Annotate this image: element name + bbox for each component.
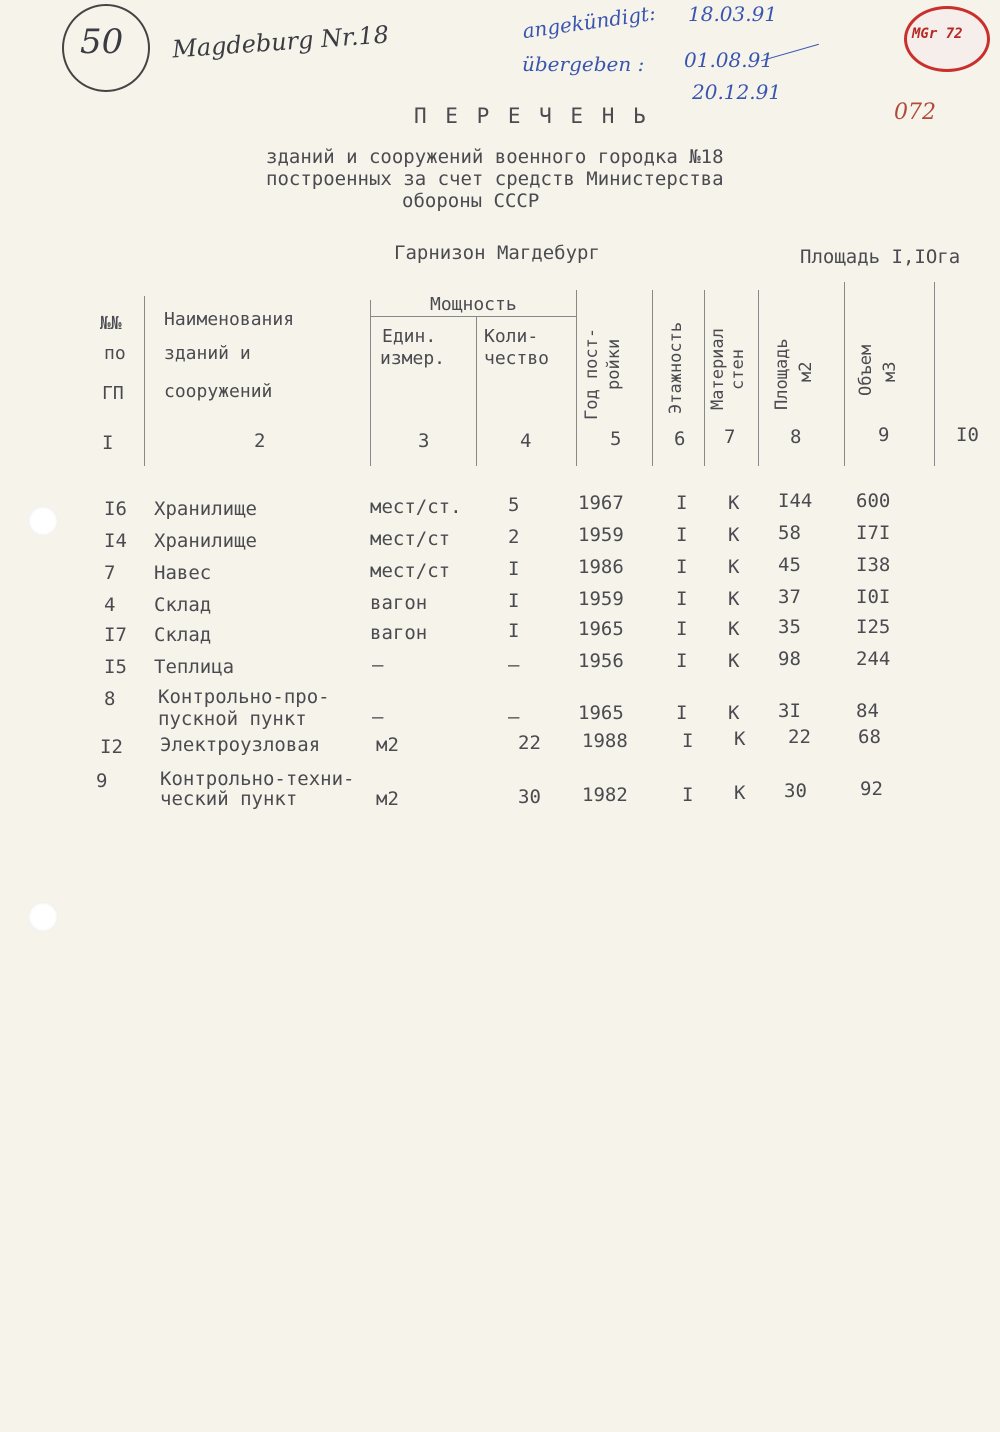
cell-name: Контрольно-про- (158, 686, 330, 708)
cell-name: Теплица (154, 656, 235, 678)
cell-material: К (728, 556, 740, 578)
cell-gp: 7 (104, 562, 116, 584)
table-divider (844, 282, 845, 466)
garrison-label: Гарнизон Магдебург (394, 242, 600, 264)
cell-volume: 68 (858, 726, 881, 748)
cell-material: К (728, 650, 740, 672)
cell-volume: I38 (856, 554, 891, 576)
cell-unit: мест/ст (370, 528, 451, 550)
cell-name: Электроузловая (160, 734, 321, 756)
cell-year: 1967 (578, 492, 624, 514)
table-divider (652, 290, 653, 466)
cell-qty: 30 (518, 786, 541, 808)
table-divider (370, 316, 576, 317)
cell-volume: I0I (856, 586, 891, 608)
cell-volume: 600 (856, 490, 891, 512)
cell-unit: – (372, 654, 384, 676)
cell-name: Контрольно-техни- (160, 768, 355, 790)
cell-area: 58 (778, 522, 801, 544)
cell-name: Склад (154, 624, 212, 646)
cell-material: К (728, 524, 740, 546)
header-col1-line3: ГП (102, 383, 124, 404)
subtitle-line-2: построенных за счет средств Министерства (266, 168, 724, 190)
column-number: 2 (254, 430, 266, 452)
header-col1-line1: №№ (100, 313, 122, 334)
cell-year: 1982 (582, 784, 628, 806)
cell-unit: м2 (376, 788, 399, 810)
cell-name: Хранилище (154, 530, 257, 552)
header-col3-line1: Един. (382, 326, 437, 347)
header-col9-line2: м3 (880, 361, 900, 382)
cell-name: Склад (154, 594, 212, 616)
cell-gp: I6 (104, 498, 127, 520)
cell-gp: 8 (104, 688, 116, 710)
header-col7-line1: Материал (708, 328, 728, 410)
header-col5-line1: Год пост- (582, 327, 602, 420)
cell-area: 37 (778, 586, 801, 608)
cell-gp: 9 (96, 770, 108, 792)
cell-qty: 5 (508, 494, 520, 516)
location-note: Magdeburg Nr.18 (171, 20, 390, 64)
column-number: 8 (790, 426, 802, 448)
cell-qty: – (508, 654, 520, 676)
header-col2-line3: сооружений (164, 381, 273, 402)
archive-stamp-text: MGr 72 (912, 26, 963, 42)
column-number: I0 (956, 424, 979, 446)
cell-area: 22 (788, 726, 811, 748)
handover-date-1: 01.08.91 (684, 48, 774, 72)
cell-area: I44 (778, 490, 813, 512)
cell-material: К (728, 588, 740, 610)
cell-volume: I7I (856, 522, 891, 544)
table-divider (476, 316, 477, 466)
header-col8-line1: Площадь (772, 338, 792, 410)
cell-area: 98 (778, 648, 801, 670)
cell-floors: I (676, 492, 688, 514)
header-col8-line2: м2 (796, 361, 816, 382)
cell-volume: 92 (860, 778, 883, 800)
cell-qty: 22 (518, 732, 541, 754)
header-power-group: Мощность (430, 294, 517, 315)
cell-floors: I (676, 650, 688, 672)
cell-area: 45 (778, 554, 801, 576)
cell-floors: I (676, 618, 688, 640)
punch-hole-top (28, 506, 58, 536)
cell-unit: мест/ст (370, 560, 451, 582)
header-col9-line1: Объем (856, 344, 876, 396)
cell-unit: мест/ст. (370, 496, 462, 518)
cell-material: К (728, 618, 740, 640)
cell-floors: I (682, 730, 694, 752)
cell-unit: – (372, 706, 384, 728)
column-number: I (102, 432, 114, 454)
cell-floors: I (676, 524, 688, 546)
table-divider (144, 296, 145, 466)
cell-name-cont: ческий пункт (160, 788, 298, 810)
cell-unit: м2 (376, 734, 399, 756)
header-col5-line2: ройки (604, 338, 624, 390)
announced-label: angekündigt: (520, 0, 658, 44)
cell-qty: 2 (508, 526, 520, 548)
table-divider (934, 282, 935, 466)
table-divider (370, 300, 371, 466)
column-number: 9 (878, 424, 890, 446)
area-label: Площадь I,IOга (800, 246, 961, 268)
cell-floors: I (676, 588, 688, 610)
header-col4-line1: Коли- (484, 326, 539, 347)
handover-label: übergeben : (522, 52, 645, 76)
cell-volume: 84 (856, 700, 879, 722)
cell-unit: вагон (370, 622, 428, 644)
cell-volume: I25 (856, 616, 891, 638)
cell-gp: I7 (104, 624, 127, 646)
cell-gp: 4 (104, 594, 116, 616)
column-number: 6 (674, 428, 686, 450)
cell-gp: I5 (104, 656, 127, 678)
cell-name: Хранилище (154, 498, 257, 520)
subtitle-line-1: зданий и сооружений военного городка №18 (266, 146, 724, 168)
page-number: 50 (80, 22, 124, 62)
cell-volume: 244 (856, 648, 891, 670)
cell-year: 1988 (582, 730, 628, 752)
header-col2-line1: Наименования (164, 309, 295, 330)
header-col3-line2: измер. (380, 348, 446, 369)
header-col4-line2: чество (484, 348, 550, 369)
cell-area: 35 (778, 616, 801, 638)
cell-material: К (728, 492, 740, 514)
cell-material: К (734, 782, 746, 804)
reference-number: 072 (894, 100, 936, 125)
header-col2-line2: зданий и (164, 343, 251, 364)
column-number: 3 (418, 430, 430, 452)
cell-name-cont: пускной пункт (158, 708, 307, 730)
cell-qty: I (508, 558, 520, 580)
cell-gp: I2 (100, 736, 123, 758)
cell-year: 1959 (578, 524, 624, 546)
table-divider (576, 290, 577, 466)
subtitle-line-3: обороны СССР (402, 190, 540, 212)
table-divider (758, 290, 759, 466)
punch-hole-bottom (28, 902, 58, 932)
cell-gp: I4 (104, 530, 127, 552)
cell-floors: I (682, 784, 694, 806)
cell-year: 1965 (578, 702, 624, 724)
cell-floors: I (676, 702, 688, 724)
column-number: 4 (520, 430, 532, 452)
handover-date-2: 20.12.91 (692, 80, 782, 104)
header-col1-line2: по (104, 343, 126, 364)
cell-qty: I (508, 620, 520, 642)
header-col6: Этажность (666, 321, 686, 414)
cell-material: К (728, 702, 740, 724)
cell-name: Навес (154, 562, 212, 584)
cell-year: 1986 (578, 556, 624, 578)
document-title: П Е Р Е Ч Е Н Ь (414, 104, 649, 128)
cell-qty: – (508, 706, 520, 728)
cell-qty: I (508, 590, 520, 612)
column-number: 5 (610, 428, 622, 450)
column-number: 7 (724, 426, 736, 448)
cell-material: К (734, 728, 746, 750)
cell-year: 1956 (578, 650, 624, 672)
cell-year: 1965 (578, 618, 624, 640)
cell-area: 3I (778, 700, 801, 722)
cell-area: 30 (784, 780, 807, 802)
cell-floors: I (676, 556, 688, 578)
cell-year: 1959 (578, 588, 624, 610)
cell-unit: вагон (370, 592, 428, 614)
header-col7-line2: стен (728, 349, 748, 390)
table-divider (704, 290, 705, 466)
announced-date: 18.03.91 (688, 2, 778, 26)
